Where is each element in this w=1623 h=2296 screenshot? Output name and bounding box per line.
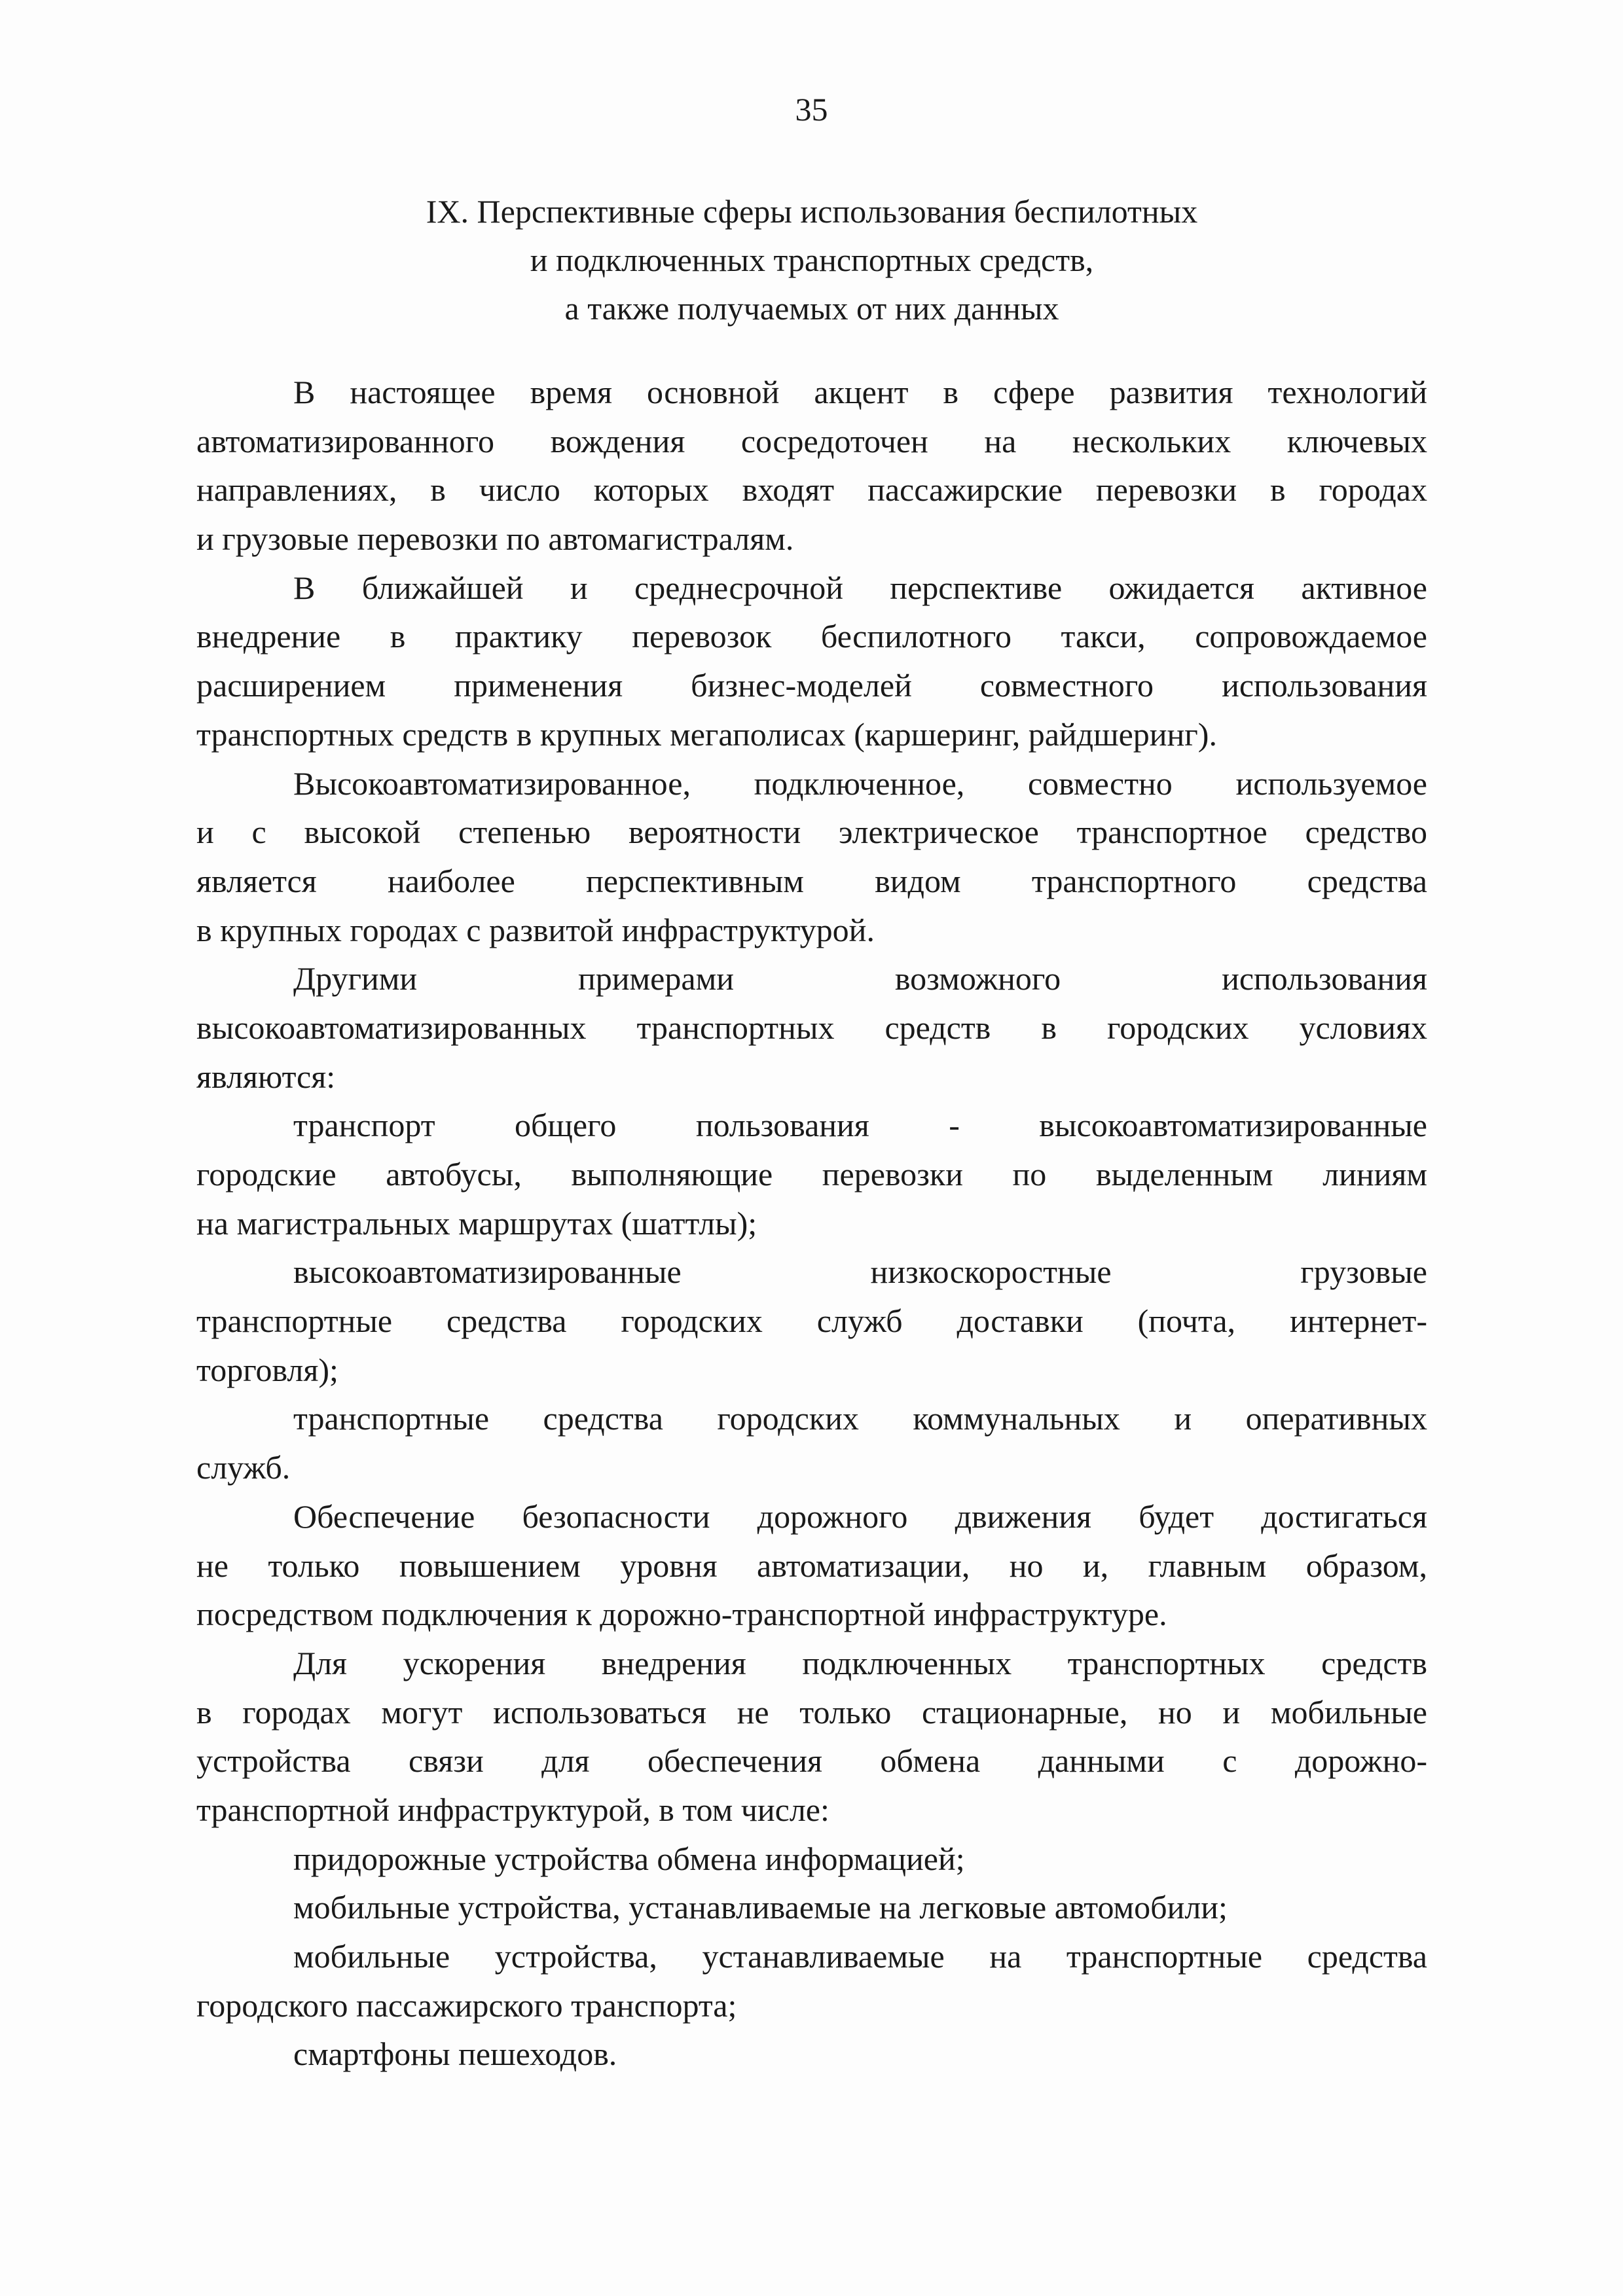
text-line: мобильные устройства, устанавливаемые на транспортные средства	[293, 1938, 1427, 1975]
text-line: является наиболее перспективным видом транспортного средства	[196, 862, 1427, 899]
heading-line: а также получаемых от них данных	[564, 290, 1059, 327]
text-line: транспорт общего пользования - высокоавтоматизированные	[293, 1107, 1427, 1144]
text-line: внедрение в практику перевозок беспилотного такси, сопровождаемое	[196, 618, 1427, 655]
text-line: городского пассажирского транспорта;	[196, 1986, 737, 2024]
text-line: посредством подключения к дорожно-транспортной инфраструктуре.	[196, 1596, 1167, 1633]
text-line: высокоавтоматизированные низкоскоростные грузовые	[293, 1253, 1427, 1291]
document-body	[196, 368, 1427, 2079]
page-number: 35	[795, 91, 828, 128]
heading-line: и подключенных транспортных средств,	[530, 242, 1094, 278]
text-line: транспортной инфраструктурой, в том числе:	[196, 1791, 830, 1828]
text-line: на магистральных маршрутах (шаттлы);	[196, 1204, 757, 1242]
text-line: автоматизированного вождения сосредоточен на нескольких ключевых	[196, 422, 1427, 459]
text-line: торговля);	[196, 1351, 338, 1388]
text-line: высокоавтоматизированных транспортных средств в городских условиях	[196, 1009, 1427, 1046]
text-line: не только повышением уровня автоматизации, но и, главным образом,	[196, 1547, 1427, 1584]
text-line: Для ускорения внедрения подключенных транспортных средств	[293, 1644, 1427, 1681]
text-line: транспортные средства городских служб доставки (почта, интернет-	[196, 1302, 1427, 1340]
text-line: в городах могут использоваться не только стационарные, но и мобильные	[196, 1693, 1427, 1731]
text-line: придорожные устройства обмена информацией;	[293, 1840, 965, 1877]
text-line: направлениях, в число которых входят пассажирские перевозки в городах	[196, 471, 1427, 509]
text-line: В настоящее время основной акцент в сфере развития технологий	[293, 374, 1427, 410]
text-line: Другими примерами возможного использования	[293, 960, 1427, 997]
text-line: расширением применения бизнес-моделей совместного использования	[196, 667, 1427, 704]
text-line: смартфоны пешеходов.	[293, 2036, 617, 2073]
section-heading	[196, 187, 1427, 332]
text-line: транспортных средств в крупных мегаполисах (каршеринг, райдшеринг).	[196, 715, 1217, 753]
text-line: городские автобусы, выполняющие перевозки по выделенным линиям	[196, 1156, 1427, 1193]
text-line: устройства связи для обеспечения обмена данными с дорожно-	[196, 1742, 1427, 1780]
text-line: В ближайшей и среднесрочной перспективе ожидается активное	[293, 569, 1427, 606]
heading-line: IX. Перспективные сферы использования беспилотных	[426, 193, 1198, 230]
text-line: Обеспечение безопасности дорожного движения будет достигаться	[293, 1498, 1427, 1535]
text-line: Высокоавтоматизированное, подключенное, совместно используемое	[293, 764, 1427, 802]
text-line: и грузовые перевозки по автомагистралям.	[196, 520, 794, 558]
text-line: являются:	[196, 1058, 336, 1095]
text-line: служб.	[196, 1449, 291, 1486]
text-line: мобильные устройства, устанавливаемые на легковые автомобили;	[293, 1889, 1228, 1926]
text-line: в крупных городах с развитой инфраструктурой.	[196, 911, 875, 948]
text-line: транспортные средства городских коммунальных и оперативных	[293, 1400, 1427, 1437]
text-line: и с высокой степенью вероятности электрическое транспортное средство	[196, 814, 1427, 851]
